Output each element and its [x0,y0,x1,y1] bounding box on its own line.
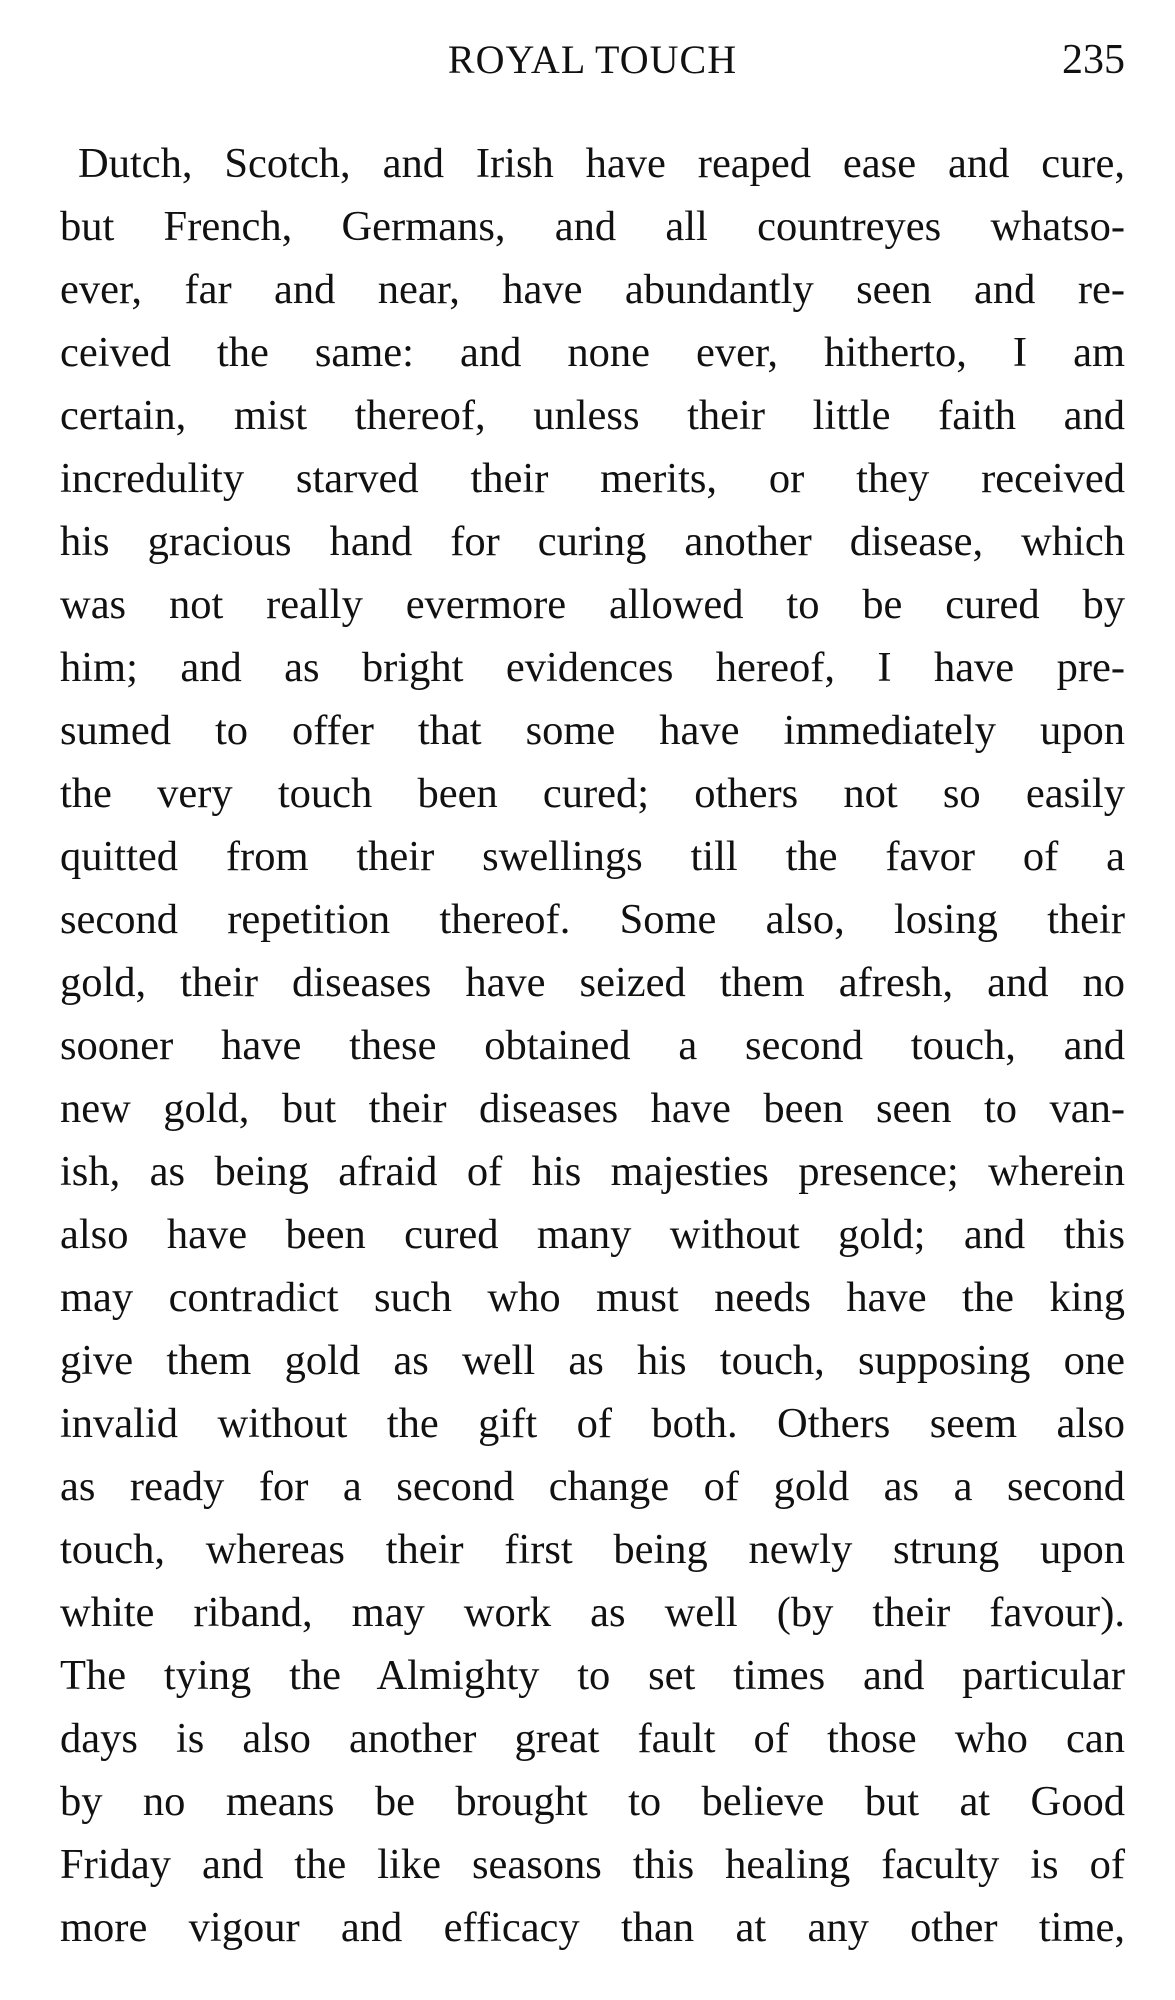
text-line: Dutch, Scotch, and Irish have reaped ease and cure, [78,140,1125,187]
text-line: quitted from their swellings till the favor of a [60,833,1125,880]
text-line: may contradict such who must needs have the king [60,1274,1125,1321]
text-line: invalid without the gift of both. Others seem also [60,1400,1125,1447]
text-line: gold, their diseases have seized them afresh, and no [60,959,1125,1006]
running-head [60,30,1125,90]
text-line: The tying the Almighty to set times and particular [60,1652,1125,1699]
text-line: Friday and the like seasons this healing faculty is of [60,1841,1125,1888]
text-line: but French, Germans, and all countreyes whatso- [60,203,1125,250]
text-line: give them gold as well as his touch, supposing one [60,1337,1125,1384]
text-line: new gold, but their diseases have been seen to van- [60,1085,1125,1132]
text-line: him; and as bright evidences hereof, I have pre- [60,644,1125,691]
text-line: by no means be brought to believe but at Good [60,1778,1125,1825]
text-line: certain, mist thereof, unless their little faith and [60,392,1125,439]
text-line: his gracious hand for curing another disease, which [60,518,1125,565]
text-line: sooner have these obtained a second touch, and [60,1022,1125,1069]
text-line: as ready for a second change of gold as a second [60,1463,1125,1510]
text-line: ceived the same: and none ever, hitherto, I am [60,329,1125,376]
text-line: touch, whereas their first being newly strung upon [60,1526,1125,1573]
text-line: the very touch been cured; others not so easily [60,770,1125,817]
text-line: sumed to offer that some have immediately upon [60,707,1125,754]
text-line: second repetition thereof. Some also, losing their [60,896,1125,943]
text-line: incredulity starved their merits, or they received [60,455,1125,502]
text-line: more vigour and efficacy than at any other time, [60,1904,1125,1951]
text-line: days is also another great fault of those who can [60,1715,1125,1762]
text-line: ever, far and near, have abundantly seen and re- [60,266,1125,313]
text-line: also have been cured many without gold; and this [60,1211,1125,1258]
running-title: ROYAL TOUCH [447,37,738,82]
text-line: was not really evermore allowed to be cured by [60,581,1125,628]
page-number: 235 [1062,37,1125,83]
text-line: ish, as being afraid of his majesties presence; wherein [60,1148,1125,1195]
text-line: white riband, may work as well (by their favour). [60,1589,1125,1636]
body-text [60,132,1125,1959]
